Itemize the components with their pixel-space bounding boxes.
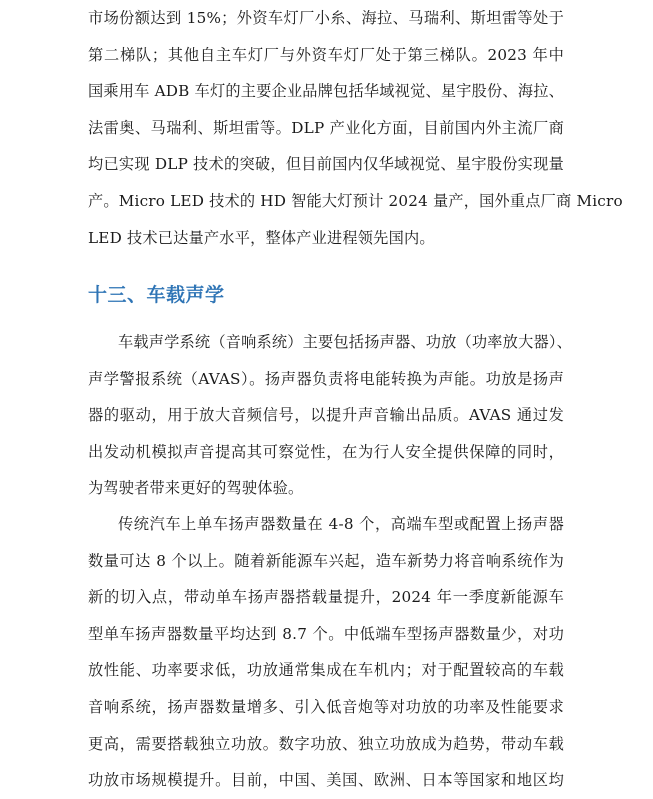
text-line: 国乘用车 ADB 车灯的主要企业品牌包括华域视觉、星宇股份、海拉、 (88, 82, 564, 101)
text-line: 第二梯队；其他自主车灯厂与外资车灯厂处于第三梯队。2023 年中 (88, 45, 564, 64)
text-line: 功放市场规模提升。目前，中国、美国、欧洲、日本等国家和地区均 (88, 771, 564, 790)
text-line: 器的驱动，用于放大音频信号，以提升声音输出品质。AVAS 通过发 (88, 406, 564, 425)
text-line: 数量可达 8 个以上。随着新能源车兴起，造车新势力将音响系统作为 (88, 551, 564, 570)
text-line: LED 技术已达量产水平，整体产业进程领先国内。 (88, 228, 435, 247)
text-line: 法雷奥、马瑞利、斯坦雷等。DLP 产业化方面，目前国内外主流厂商 (88, 118, 564, 137)
text-line: 出发动机模拟声音提高其可察觉性，在为行人安全提供保障的同时， (88, 442, 564, 461)
text-line: 传统汽车上单车扬声器数量在 4-8 个，高端车型或配置上扬声器 (118, 515, 564, 533)
text-line: 为驾驶者带来更好的驾驶体验。 (88, 479, 304, 498)
body-paragraph (88, 0, 623, 256)
text-line: 产。Micro LED 技术的 HD 智能大灯预计 2024 量产，国外重点厂商 Micro (88, 191, 623, 210)
body-paragraph (88, 506, 564, 799)
text-line: 声学警报系统（AVAS）。扬声器负责将电能转换为声能。功放是扬声 (88, 369, 564, 388)
section-heading: 十三、车载声学 (88, 284, 225, 306)
text-line: 放性能、功率要求低，功放通常集成在车机内；对于配置较高的车载 (88, 661, 564, 680)
text-line: 更高，需要搭载独立功放。数字功放、独立功放成为趋势，带动车载 (88, 734, 564, 753)
body-paragraph (88, 324, 573, 507)
text-line: 新的切入点，带动单车扬声器搭载量提升，2024 年一季度新能源车 (88, 588, 564, 607)
text-line: 均已实现 DLP 技术的突破，但目前国内仅华域视觉、星宇股份实现量 (88, 155, 564, 174)
text-line: 音响系统，扬声器数量增多、引入低音炮等对功放的功率及性能要求 (88, 697, 564, 716)
text-line: 型单车扬声器数量平均达到 8.7 个。中低端车型扬声器数量少，对功 (88, 624, 564, 643)
text-line: 车载声学系统（音响系统）主要包括扬声器、功放（功率放大器）、 (118, 333, 573, 351)
text-line: 市场份额达到 15%；外资车灯厂小糸、海拉、马瑞利、斯坦雷等处于 (88, 9, 564, 27)
